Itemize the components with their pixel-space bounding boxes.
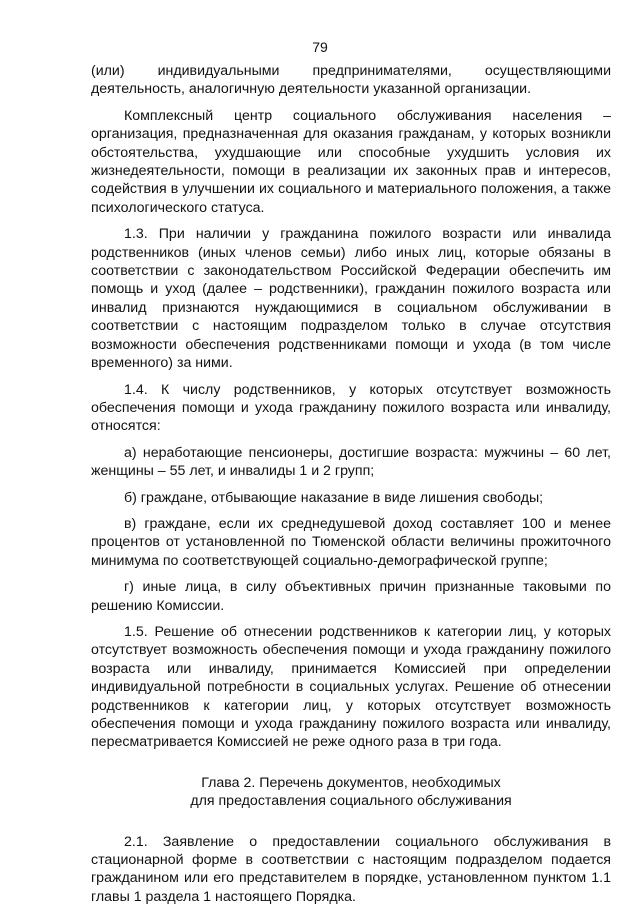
chapter-heading xyxy=(91,774,611,811)
document-body xyxy=(91,62,611,914)
paragraph: 1.4. К числу родственников, у которых отсутствует возможность обеспечения помощи и ухода гражданину пожилого возраста или инвалиду, относятся: xyxy=(91,381,611,435)
list-item: г) иные лица, в силу объективных причин признанные таковыми по решению Комиссии. xyxy=(91,579,611,614)
chapter-heading-line: для предоставления социального обслуживания xyxy=(190,793,512,810)
paragraph: (или) индивидуальными предпринимателями, осуществляющими деятельность, аналогичную деятельности указанной организации. xyxy=(91,63,611,98)
page-number: 79 xyxy=(312,39,328,55)
paragraph: Комплексный центр социального обслуживания населения – организация, предназначенная для оказания гражданам, у которых возникли обстоятельства, ухудшающие или способные ухудшить условия их жизнедеятельности, помощи в реализации их законных прав и интересов, содействия в улучшении их социального и материального положения, а также психологического статуса. xyxy=(91,107,611,216)
paragraph: 1.3. При наличии у гражданина пожилого возрасти или инвалида родственников (иных членов семьи) либо иных лиц, которые обязаны в соответствии с законодательством Российской Федерации обеспечить им помощь и уход (далее – родственники), гражданин пожилого возраста или инвалид признаются нуждающимися в социальном обслуживании в соответствии с настоящим подразделом только в случае отсутствия возможности обеспечения родственниками помощи и ухода (в том числе временного) за ними. xyxy=(91,226,611,372)
list-item: в) граждане, если их среднедушевой доход составляет 100 и менее процентов от установленной по Тюменской области величины прожиточного минимума по соответствующей социально-демографической группе; xyxy=(91,515,611,569)
paragraph: 1.5. Решение об отнесении родственников к категории лиц, у которых отсутствует возможность обеспечения помощи и ухода гражданину пожилого возраста или инвалиду, принимается Комиссией при определении индивидуальной потребности в социальных услугах. Решение об отнесении родственников к категории лиц, у которых отсутствует возможность обеспечения помощи и ухода гражданину пожилого возраста или инвалиду, пересматривается Комиссией не реже одного раза в три года. xyxy=(91,623,611,751)
paragraph: 2.1. Заявление о предоставлении социального обслуживания в стационарной форме в соответствии с настоящим подразделом подается гражданином или его представителем в порядке, установленном пунктом 1.1 главы 1 раздела 1 настоящего Порядка. xyxy=(91,833,611,905)
list-item: б) граждане, отбывающие наказание в виде лишения свободы; xyxy=(124,489,544,506)
list-item: а) неработающие пенсионеры, достигшие возраста: мужчины – 60 лет, женщины – 55 лет, и инвалиды 1 и 2 групп; xyxy=(91,444,611,480)
chapter-heading-line: Глава 2. Перечень документов, необходимых xyxy=(201,774,501,791)
